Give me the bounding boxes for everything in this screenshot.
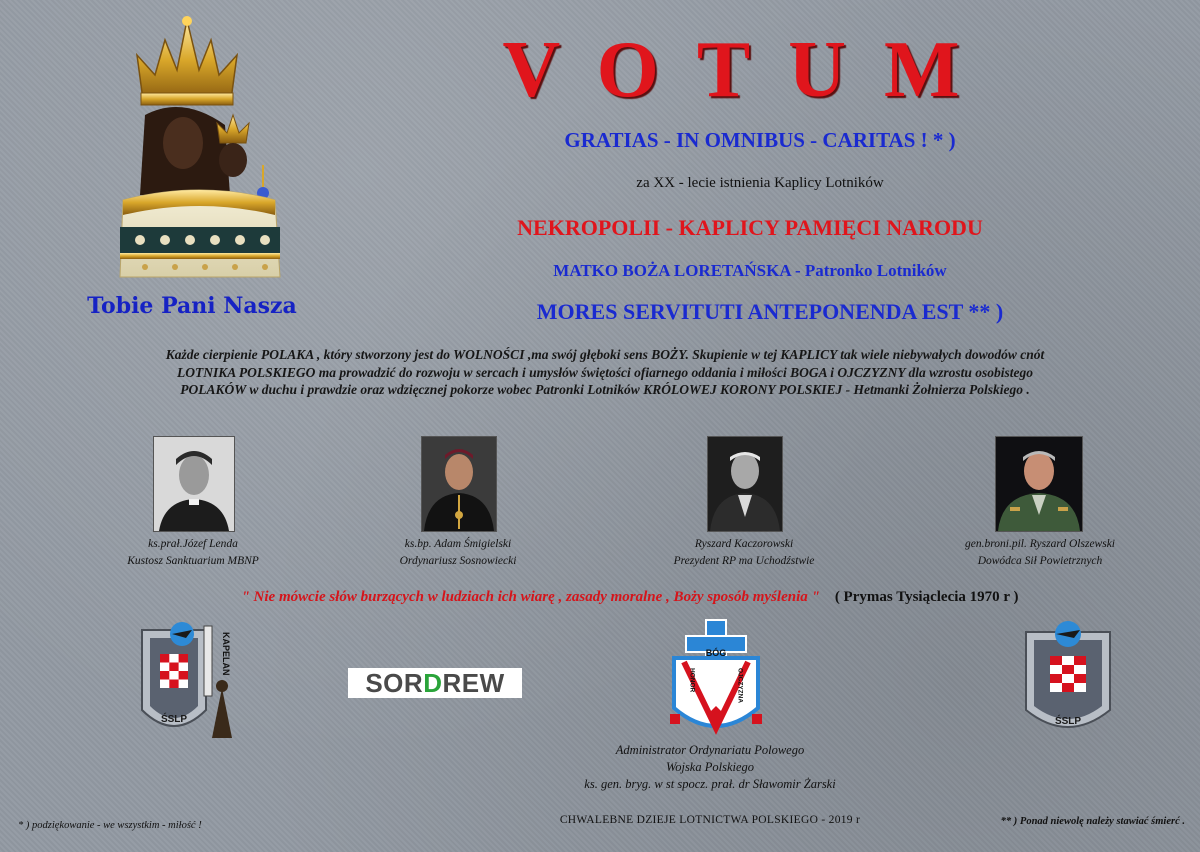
sordrew-logo [348,668,522,698]
footnote-left: * ) podziękowanie - we wszystkim - miłość ! [18,820,202,831]
portrait-adam-smigielski [421,436,497,532]
cross-honor-label: HONOR [688,668,696,693]
mores-heading: MORES SERVITUTI ANTEPONENDA EST ** ) [536,299,1004,324]
cross-bog-label: BÓG [705,648,727,658]
nekropolia-heading: NEKROPOLII - KAPLICY PAMIĘCI NARODU [517,215,983,240]
kapelan-label: KAPELAN [221,632,231,676]
person-role: Ordynariusz Sosnowiecki [399,555,517,567]
person-role: Kustosz Sanktuarium MBNP [127,555,259,567]
dedication-paragraph: Każde cierpienie POLAKA , który stworzony jest do WOLNOŚCI ,ma swój głęboki sens BOŻY. Skupienie w tej KAPLICY tak wiele niebywałych dowodów cnót LOTNIKA POLSKIEGO ma prowadzić do rozwoju w sercach i umysłów świętości ofiarnego oddania i miłości BOGA i OJCZYZNY dla wzrostu osobistego POLAKÓW w duchu i prawdzie oraz wdzięcznej pokorze wobec Patronki Lotników KRÓLOWEJ KORONY POLSKIEJ - Hetmanki Żołnierza Polskiego . [165,347,1045,397]
sslp-label: ŚSLP [160,714,188,725]
page-title: VOTUM [502,26,998,114]
sslp-label-right: ŚSLP [1054,716,1082,727]
subtitle: za XX - lecie istnienia Kaplicy Lotników [636,175,884,191]
portrait-ryszard-kaczorowski [707,436,783,532]
sslp-kapelan-emblem [136,618,244,744]
cross-ojczyzna-label: OJCZYZNA [736,668,744,704]
person-role: Dowódca Sił Powietrznych [977,555,1103,567]
caption-jozef-lenda [83,536,303,570]
person-name: ks.bp. Adam Śmigielski [404,538,512,550]
footnote-right: ** ) Ponad niewolę należy stawiać śmierć . [1000,816,1185,827]
caption-ryszard-olszewski [925,536,1155,570]
quote-text: " Nie mówcie słów burzących w ludziach ich wiarę , zasady moralne , Boży sposób myślenia " [241,589,820,605]
matko-heading: MATKO BOŻA LORETAŃSKA - Patronko Lotników [553,261,947,280]
portrait-ryszard-olszewski [995,436,1083,532]
quote-attribution: ( Prymas Tysiąclecia 1970 r ) [834,589,1019,605]
portrait-jozef-lenda [153,436,235,532]
footer-center: CHWALEBNE DZIEJE LOTNICTWA POLSKIEGO - 2019 r [559,814,861,826]
admin-line-3: ks. gen. bryg. w st spocz. prał. dr Sławomir Żarski [584,777,836,791]
person-name: ks.prał.Józef Lenda [148,538,238,550]
caption-adam-smigielski [348,536,568,570]
administrator-signature [560,742,860,793]
admin-line-2: Wojska Polskiego [665,760,755,774]
admin-line-1: Administrator Ordynariatu Polowego [615,743,805,757]
madonna-caption: Tobie Pani Nasza [87,293,297,319]
sordrew-part-c: REW [442,668,505,698]
sordrew-part-b: D [423,668,443,698]
person-role: Prezydent RP ma Uchodźstwie [673,555,815,567]
primate-quote [130,589,1130,606]
sordrew-part-a: SOR [365,668,424,698]
ordinariate-cross-emblem [666,618,766,744]
sslp-emblem-right [1020,618,1116,744]
person-name: gen.broni.pil. Ryszard Olszewski [964,538,1116,550]
caption-ryszard-kaczorowski [634,536,854,570]
motto: GRATIAS - IN OMNIBUS - CARITAS ! * ) [564,128,956,152]
madonna-statue-image [115,15,285,280]
person-name: Ryszard Kaczorowski [694,538,794,550]
